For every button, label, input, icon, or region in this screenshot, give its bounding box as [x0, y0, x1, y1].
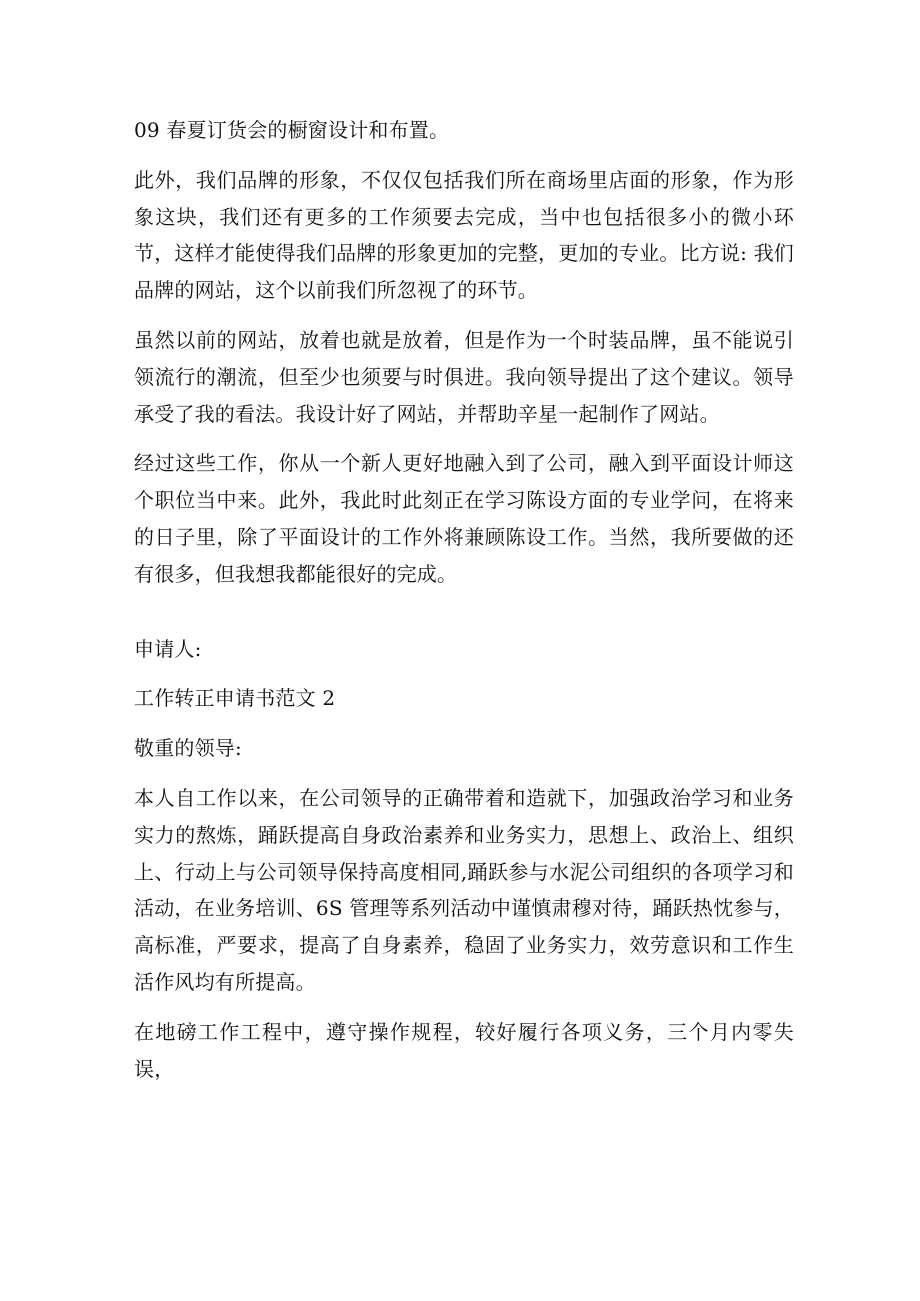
- blank-line: [134, 606, 794, 631]
- paragraph-3: 虽然以前的网站，放着也就是放着，但是作为一个时装品牌，虽不能说引领流行的潮流，但至少也须要与时俱进。我向领导提出了这个建议。领导承受了我的看法。我设计好了网站，并帮助辛星一起制作了网站。: [134, 327, 794, 426]
- applicant-label: 申请人:: [134, 636, 202, 661]
- paragraph-1: 09 春夏订货会的橱窗设计和布置。: [134, 118, 450, 142]
- paragraph-2: 此外，我们品牌的形象，不仅仅包括我们所在商场里店面的形象，作为形象这块，我们还有更多的工作须要去完成，当中也包括很多小的微小环节，这样才能使得我们品牌的形象更加的完整，更加的专业。比方说: 我们品牌的网站，这个以前我们所忽视了的环节。: [134, 167, 794, 303]
- body-paragraph-2: 在地磅工作工程中，遵守操作规程，较好履行各项义务，三个月内零失误，: [134, 1019, 794, 1081]
- body-paragraph-1: 本人自工作以来，在公司领导的正确带着和造就下，加强政治学习和业务实力的熬炼，踊跃提高自身政治素养和业务实力，思想上、政治上、组织上、行动上与公司领导保持高度相同,踊跃参与水泥公司组织的各项学习和活动，在业务培训、6S 管理等系列活动中谨慎肃穆对待，踊跃热忱参与，高标准，严要求，提高了自身素养，稳固了业务实力，效劳意识和工作生活作风均有所提高。: [134, 785, 794, 994]
- document-page: [134, 112, 794, 1100]
- paragraph-4: 经过这些工作，你从一个新人更好地融入到了公司，融入到平面设计师这个职位当中来。此外，我此时此刻正在学习陈设方面的专业学问，在将来的日子里，除了平面设计的工作外将兼顾陈设工作。当然，我所要做的还有很多，但我想我都能很好的完成。: [134, 451, 794, 586]
- salutation: 敬重的领导:: [134, 736, 242, 761]
- section-title: 工作转正申请书范文 2: [134, 686, 336, 711]
